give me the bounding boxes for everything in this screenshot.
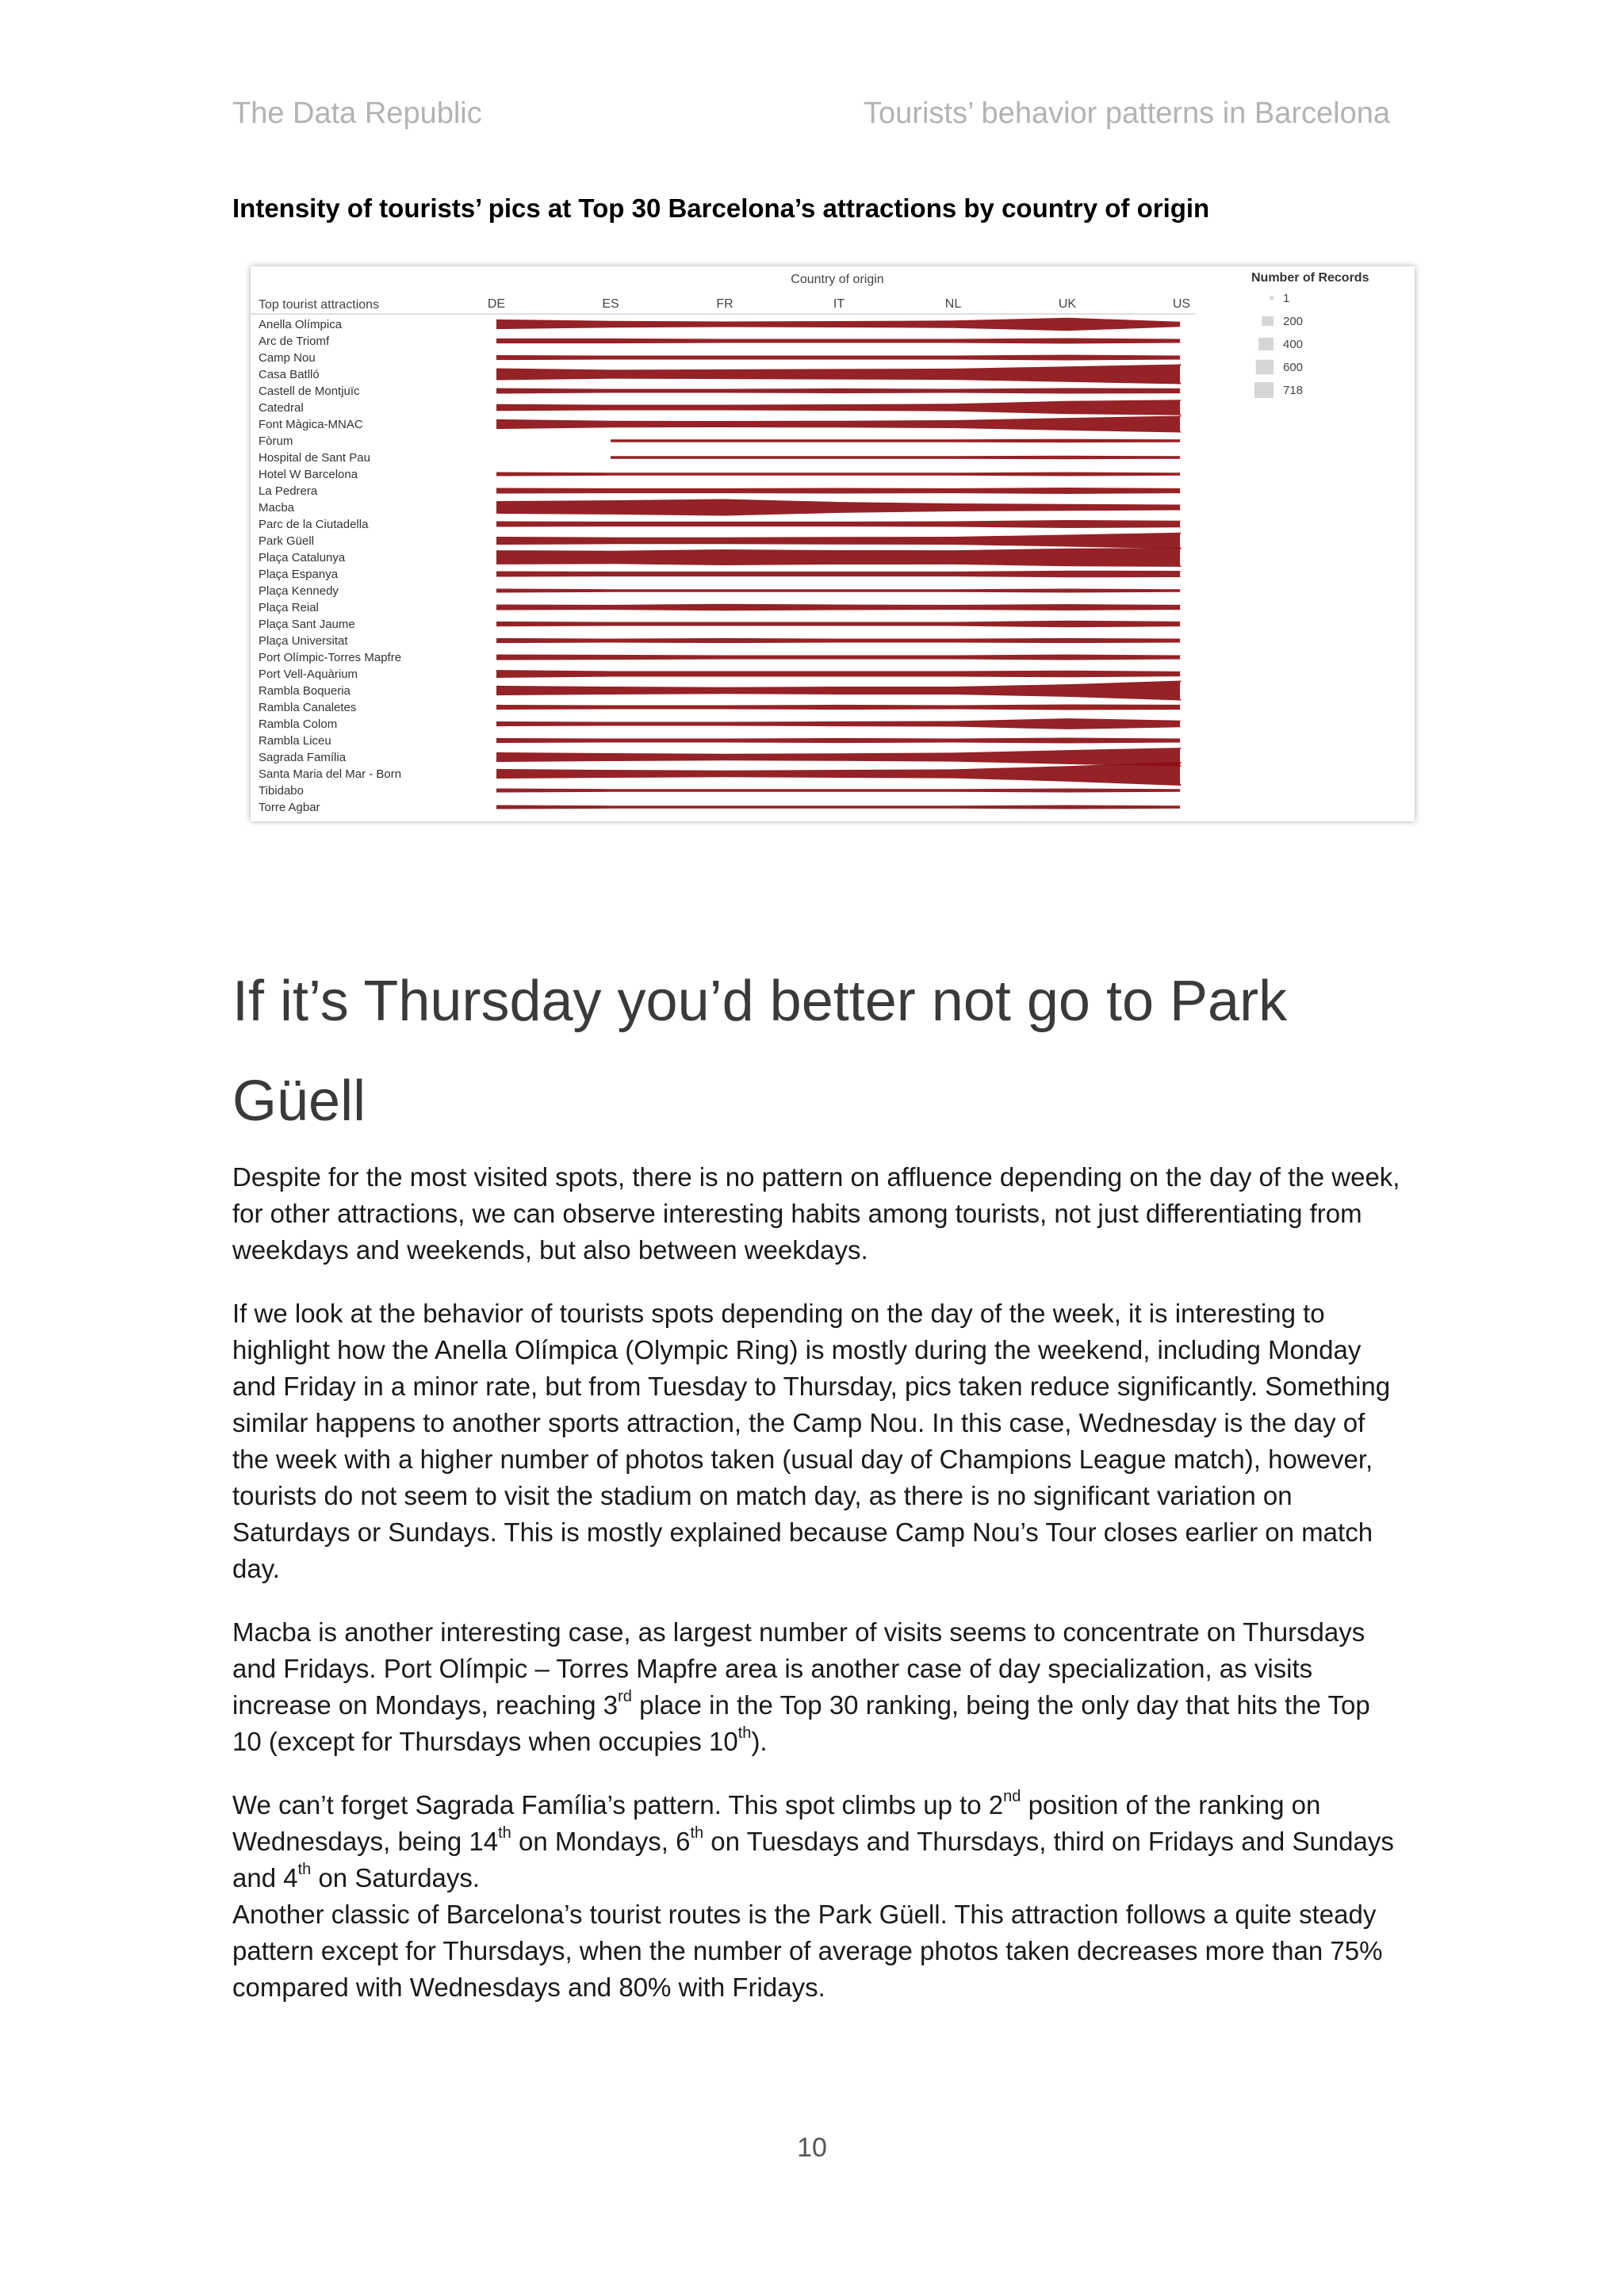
superscript: th: [737, 1724, 752, 1742]
header-publication-name: The Data Republic: [232, 97, 482, 130]
intensity-line: [611, 439, 1182, 442]
paragraph-4: [232, 1787, 1406, 1896]
intensity-line: [496, 488, 1182, 494]
attraction-label: La Pedrera: [259, 484, 318, 498]
intensity-line: [496, 365, 1182, 385]
paragraph-5: Another classic of Barcelona’s tourist routes is the Park Güell. This attraction follows a quite steady pattern except for Thursdays, when the number of average photos taken decreases more than 75% compared with Wednesdays and 80% with Fridays.: [232, 1900, 1383, 2002]
intensity-line: [496, 416, 1182, 433]
attraction-label: Fòrum: [259, 434, 293, 448]
attraction-label: Hospital de Sant Pau: [259, 451, 370, 465]
intensity-line: [496, 548, 1182, 567]
superscript: th: [690, 1824, 704, 1842]
intensity-line: [496, 355, 1182, 361]
legend-swatch: [1256, 360, 1274, 375]
attraction-label: Rambla Canaletes: [259, 701, 357, 714]
intensity-line: [496, 520, 1182, 528]
intensity-line: [496, 499, 1182, 516]
intensity-line: [496, 705, 1182, 710]
intensity-line: [611, 456, 1182, 459]
intensity-line: [496, 473, 1182, 476]
intensity-line: [496, 388, 1182, 394]
intensity-line: [496, 533, 1182, 549]
attraction-label: Plaça Reial: [259, 601, 319, 614]
attraction-label: Sagrada Família: [259, 751, 347, 764]
attraction-label: Macba: [259, 501, 295, 515]
attraction-label: Torre Agbar: [259, 801, 320, 814]
attraction-label: Port Vell-Aquàrium: [259, 668, 358, 681]
attraction-label: Castell de Montjuïc: [259, 385, 360, 398]
attraction-label: Arc de Triomf: [259, 335, 330, 348]
intensity-line: [496, 638, 1182, 643]
legend-title: Number of Records: [1251, 271, 1369, 285]
attraction-label: Santa Maria del Mar - Born: [259, 767, 402, 781]
attraction-label: Plaça Universitat: [259, 634, 348, 648]
country-label: DE: [487, 297, 506, 311]
intensity-line: [496, 339, 1182, 344]
country-label: IT: [833, 297, 845, 311]
country-label: ES: [602, 297, 619, 311]
country-label: NL: [944, 297, 962, 311]
text-run: on Saturdays.: [311, 1863, 481, 1892]
attraction-label: Catedral: [259, 401, 304, 415]
y-axis-header: Top tourist attractions: [259, 298, 380, 312]
section-title: If it’s Thursday you’d better not go to Park Güell: [232, 970, 1288, 1133]
attraction-label: Hotel W Barcelona: [259, 468, 358, 481]
legend-label: 600: [1283, 361, 1304, 374]
intensity-line: [496, 670, 1182, 678]
text-run: on Mondays, 6: [511, 1827, 691, 1856]
intensity-line: [496, 589, 1182, 593]
intensity-line: [496, 681, 1182, 701]
attraction-label: Port Olímpic-Torres Mapfre: [259, 651, 402, 664]
attraction-label: Plaça Sant Jaume: [259, 618, 355, 631]
legend-swatch: [1262, 316, 1274, 326]
legend-label: 200: [1283, 315, 1304, 328]
attraction-label: Plaça Kennedy: [259, 584, 339, 598]
attraction-label: Anella Olímpica: [259, 318, 343, 331]
figure-caption: Intensity of tourists’ pics at Top 30 Barcelona’s attractions by country of origin: [232, 193, 1210, 223]
intensity-line: [496, 621, 1182, 628]
attraction-label: Parc de la Ciutadella: [259, 518, 369, 531]
country-label: US: [1172, 297, 1191, 311]
attraction-label: Rambla Liceu: [259, 734, 331, 748]
intensity-line: [496, 318, 1182, 331]
intensity-line: [496, 738, 1182, 744]
paragraph-2: If we look at the behavior of tourists spots depending on the day of the week, it is interesting to highlight how the Anella Olímpica (Olympic Ring) is mostly during the weekend, including Monday and Friday in a minor rate, but from Tuesday to Thursday, pics taken reduce significantly. Something similar happens to another sports attraction, the Camp Nou. In this case, Wednesday is the day of the week with a higher number of photos taken (usual day of Champions League match), however, tourists do not seem to visit the stadium on match day, as there is no significant variation on Saturdays or Sundays. This is mostly explained because Camp Nou’s Tour closes earlier on match day.: [232, 1299, 1391, 1583]
attraction-label: Plaça Catalunya: [259, 551, 346, 564]
attraction-label: Plaça Espanya: [259, 568, 339, 581]
attraction-label: Camp Nou: [259, 351, 316, 365]
text-run: Macba is another interesting case, as largest number of visits seems to concentrate on Thursdays and Fridays. Port Olímpic – Torres Mapfre area is another case of day specialization, as visits increase on Mondays, reaching 3: [232, 1617, 1365, 1720]
attraction-label: Park Güell: [259, 534, 315, 548]
attraction-label: Casa Batlló: [259, 368, 320, 381]
superscript: th: [297, 1861, 312, 1878]
legend-swatch: [1270, 297, 1274, 300]
text-run: position of the ranking on Wednesdays, being 14: [232, 1790, 1321, 1856]
superscript: th: [498, 1824, 511, 1842]
attraction-label: Font Màgica-MNAC: [259, 418, 363, 431]
attraction-label: Rambla Colom: [259, 718, 338, 731]
intensity-line: [496, 789, 1182, 793]
intensity-line: [496, 718, 1182, 729]
intensity-line: [496, 604, 1182, 611]
country-label: FR: [716, 297, 733, 311]
text-run: We can’t forget Sagrada Família’s pattern. This spot climbs up to 2: [232, 1790, 1004, 1820]
intensity-line: [496, 806, 1182, 809]
intensity-line: [496, 748, 1182, 767]
intensity-line: [496, 571, 1182, 578]
intensity-line: [496, 762, 1182, 786]
body-text: [232, 1159, 1406, 2033]
legend-swatch: [1258, 338, 1274, 350]
text-run: place in the Top 30 ranking, being the only day that hits the Top 10 (except for Thursdays when occupies 10: [232, 1690, 1370, 1756]
superscript: rd: [618, 1688, 632, 1705]
legend-label: 1: [1283, 292, 1290, 305]
country-label: UK: [1058, 297, 1077, 311]
page-number: 10: [797, 2133, 827, 2163]
chart-figure: [251, 266, 1415, 821]
superscript: nd: [1003, 1788, 1021, 1805]
intensity-line: [496, 655, 1182, 660]
legend-label: 718: [1283, 384, 1304, 397]
attraction-label: Tibidabo: [259, 784, 304, 798]
paragraph-3: [232, 1614, 1406, 1760]
intensity-line: [496, 400, 1182, 415]
attraction-label: Rambla Boqueria: [259, 684, 350, 698]
intensity-chart: [251, 266, 1415, 821]
paragraph-1: Despite for the most visited spots, there is no pattern on affluence depending on the day of the week, for other attractions, we can observe interesting habits among tourists, not just differentiating from weekdays and weekends, but also between weekdays.: [232, 1162, 1400, 1265]
x-axis-header: Country of origin: [791, 273, 884, 286]
legend-swatch: [1254, 382, 1274, 398]
text-run: on Tuesdays and Thursdays, third on Fridays and Sundays and 4: [232, 1827, 1394, 1892]
legend-label: 400: [1283, 338, 1304, 351]
header-document-title: Tourists’ behavior patterns in Barcelona: [864, 97, 1390, 130]
text-run: ).: [751, 1727, 768, 1756]
running-header: [232, 97, 1390, 136]
